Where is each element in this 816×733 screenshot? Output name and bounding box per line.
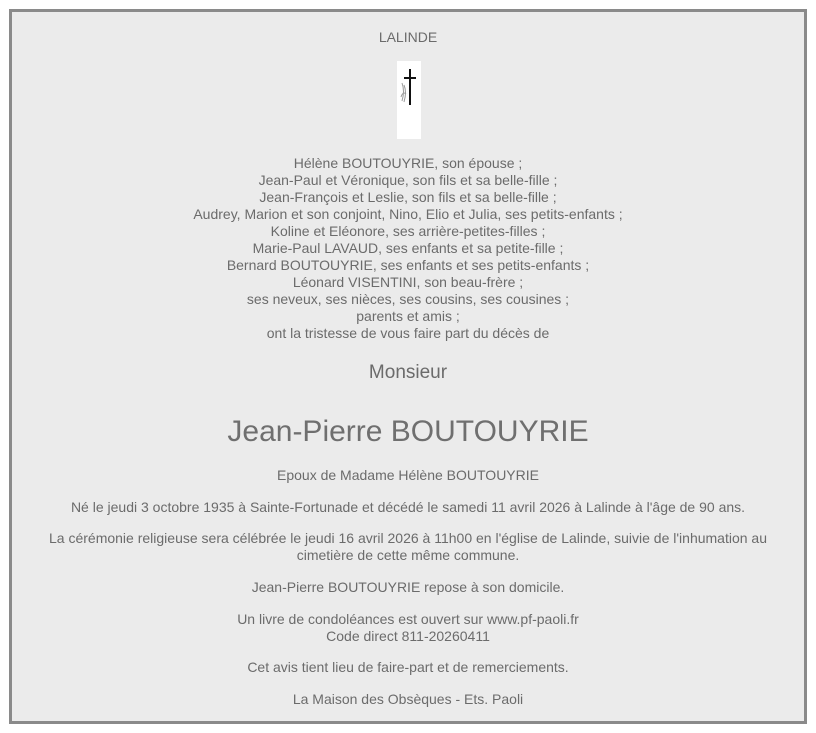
family-list bbox=[12, 155, 804, 342]
family-line: Léonard VISENTINI, son beau-frère ; bbox=[292, 274, 524, 290]
cross-icon bbox=[397, 61, 421, 139]
spouse-line: Epoux de Madame Hélène BOUTOUYRIE bbox=[277, 467, 539, 483]
obituary-card bbox=[9, 9, 807, 724]
deceased-name: Jean-Pierre BOUTOUYRIE bbox=[227, 415, 589, 448]
family-line: Audrey, Marion et son conjoint, Nino, Elio et Julia, ses petits-enfants ; bbox=[193, 206, 623, 222]
family-line: Jean-François et Leslie, son fils et sa belle-fille ; bbox=[259, 189, 557, 205]
family-line: parents et amis ; bbox=[356, 308, 460, 324]
family-line: Koline et Eléonore, ses arrière-petites-filles ; bbox=[270, 223, 546, 239]
family-line: Jean-Paul et Véronique, son fils et sa belle-fille ; bbox=[258, 172, 558, 188]
condolence-code: Code direct 811-20260411 bbox=[326, 628, 490, 644]
birth-death-line: Né le jeudi 3 octobre 1935 à Sainte-Fortunade et décédé le samedi 11 avril 2026 à Lalinde à l'âge de 90 ans. bbox=[70, 499, 746, 515]
civility: Monsieur bbox=[368, 362, 448, 383]
funeral-home: La Maison des Obsèques - Ets. Paoli bbox=[292, 691, 524, 707]
notice-line: Cet avis tient lieu de faire-part et de remerciements. bbox=[247, 659, 569, 675]
condolence-line: Un livre de condoléances est ouvert sur www.pf-paoli.fr bbox=[237, 611, 579, 627]
family-line: Bernard BOUTOUYRIE, ses enfants et ses petits-enfants ; bbox=[226, 257, 590, 273]
condolence-block bbox=[28, 611, 788, 645]
family-line: ont la tristesse de vous faire part du décès de bbox=[266, 325, 550, 341]
family-line: Marie-Paul LAVAUD, ses enfants et sa petite-fille ; bbox=[252, 240, 564, 256]
ceremony-text: La cérémonie religieuse sera célébrée le jeudi 16 avril 2026 à 11h00 en l'église de Lalinde, suivie de l'inhumation au cimetière de cette même commune. bbox=[49, 530, 767, 563]
resting-line: Jean-Pierre BOUTOUYRIE repose à son domicile. bbox=[251, 579, 565, 595]
town-name: LALINDE bbox=[378, 29, 438, 45]
family-line: Hélène BOUTOUYRIE, son épouse ; bbox=[293, 155, 523, 171]
family-line: ses neveux, ses nièces, ses cousins, ses cousines ; bbox=[246, 291, 570, 307]
